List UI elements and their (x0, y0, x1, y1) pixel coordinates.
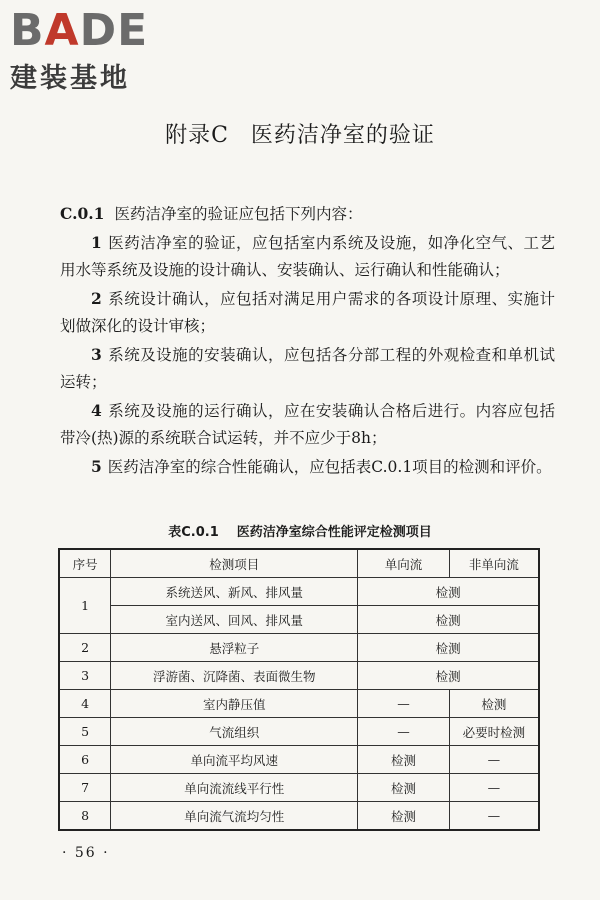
row-unidirectional: 检测 (358, 774, 450, 802)
row-item: 单向流气流均匀性 (111, 802, 358, 831)
row-unidirectional: 检测 (358, 746, 450, 774)
row-item: 气流组织 (111, 718, 358, 746)
row-no: 8 (59, 802, 111, 831)
row-unidirectional: — (358, 718, 450, 746)
row-non-unidirectional: 必要时检测 (449, 718, 539, 746)
table-row (59, 746, 539, 774)
row-item: 单向流流线平行性 (111, 774, 358, 802)
row-merged-result: 检测 (358, 606, 539, 634)
item-text: 系统设计确认，应包括对满足用户需求的各项设计原理、实施计划做深化的设计审核； (60, 289, 555, 335)
row-unidirectional: — (358, 690, 450, 718)
row-no: 4 (59, 690, 111, 718)
row-no: 5 (59, 718, 111, 746)
appendix-title-text: 医药洁净室的验证 (250, 123, 435, 148)
row-item: 单向流平均风速 (111, 746, 358, 774)
table-row (59, 634, 539, 662)
item-text: 医药洁净室的综合性能确认，应包括表C.0.1项目的检测和评价。 (107, 457, 552, 476)
table-row (59, 718, 539, 746)
item-number: 4 (91, 400, 102, 420)
clause-text: 医药洁净室的验证应包括下列内容： (114, 205, 363, 223)
list-item (60, 229, 555, 285)
item-number: 2 (91, 288, 102, 308)
row-no: 3 (59, 662, 111, 690)
row-non-unidirectional: — (449, 802, 539, 831)
clause-intro (60, 200, 555, 229)
row-non-unidirectional: 检测 (449, 690, 539, 718)
table-caption (0, 521, 600, 540)
header-unidirectional: 单向流 (358, 549, 450, 578)
row-item: 悬浮粒子 (111, 634, 358, 662)
row-non-unidirectional: — (449, 746, 539, 774)
table-number: 表C.0.1 (168, 525, 219, 540)
row-no: 6 (59, 746, 111, 774)
logo-letter-b: B (10, 5, 45, 56)
page-number: · 56 · (62, 845, 110, 861)
item-number: 5 (91, 456, 102, 476)
row-no: 2 (59, 634, 111, 662)
item-number: 3 (91, 344, 102, 364)
row-item: 室内送风、回风、排风量 (111, 606, 358, 634)
row-unidirectional: 检测 (358, 802, 450, 831)
list-item (60, 285, 555, 341)
logo-wordmark (10, 5, 185, 56)
item-number: 1 (91, 232, 102, 252)
header-no: 序号 (59, 549, 111, 578)
row-non-unidirectional: — (449, 774, 539, 802)
table-row (59, 662, 539, 690)
logo-letter-a: A (44, 5, 80, 56)
appendix-title (0, 118, 600, 149)
list-item (60, 341, 555, 397)
row-no: 7 (59, 774, 111, 802)
list-item (60, 397, 555, 453)
row-no: 1 (59, 578, 111, 634)
logo-letter-e: E (117, 5, 149, 56)
table-row (59, 690, 539, 718)
document-body (60, 200, 555, 481)
table-row (59, 802, 539, 831)
row-merged-result: 检测 (358, 662, 539, 690)
table-row (59, 774, 539, 802)
row-merged-result: 检测 (358, 634, 539, 662)
table-row (59, 578, 539, 606)
bade-logo (10, 5, 185, 95)
row-item: 室内静压值 (111, 690, 358, 718)
table-row (59, 606, 539, 634)
item-text: 医药洁净室的验证，应包括室内系统及设施，如净化空气、工艺用水等系统及设施的设计确认、安装确认、运行确认和性能确认； (60, 233, 555, 279)
inspection-table (58, 548, 540, 831)
logo-letter-d: D (79, 5, 118, 56)
table-header-row (59, 549, 539, 578)
item-text: 系统及设施的运行确认，应在安装确认合格后进行。内容应包括带冷(热)源的系统联合试运转，并不应少于8h； (60, 401, 555, 447)
appendix-label: 附录C (165, 123, 229, 148)
header-item: 检测项目 (111, 549, 358, 578)
row-item: 浮游菌、沉降菌、表面微生物 (111, 662, 358, 690)
item-text: 系统及设施的安装确认，应包括各分部工程的外观检查和单机试运转； (60, 345, 555, 391)
logo-subtitle: 建装基地 (10, 63, 130, 94)
header-non-unidirectional: 非单向流 (449, 549, 539, 578)
row-merged-result: 检测 (358, 578, 539, 606)
list-item (60, 453, 555, 482)
row-item: 系统送风、新风、排风量 (111, 578, 358, 606)
clause-number: C.0.1 (60, 204, 105, 223)
table-title: 医药洁净室综合性能评定检测项目 (236, 525, 432, 540)
